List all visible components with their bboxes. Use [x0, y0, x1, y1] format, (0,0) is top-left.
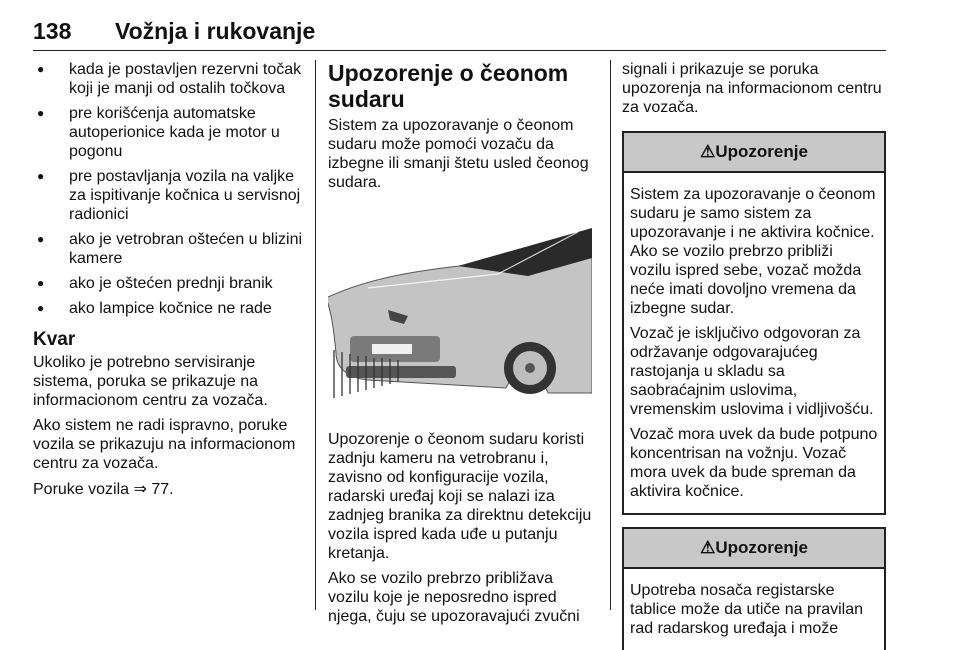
warning-paragraph: Sistem za upozoravanje o čeonom sudaru je samo sistem za upozoravanje i ne aktivira kočnice. Ako se vozilo prebrzo približi vozilu ispred sebe, vozač možda neće imati dovoljno vremena da izbegne sudar.: [630, 186, 876, 317]
column-right: [622, 60, 886, 650]
bullet-icon: ●: [37, 301, 45, 315]
section-heading-collision-warning: Upozorenje o čeonom sudaru: [328, 60, 569, 112]
section-heading-kvar: Kvar: [33, 329, 76, 350]
warning-paragraph: Vozač je isključivo odgovoran za održavanje odgovarajućeg rastojanja u skladu sa saobraćajnim uslovima, vremenskim uslovima i vidljivošću.: [630, 325, 874, 418]
warning-icon: ⚠: [700, 142, 716, 161]
column-middle: [328, 60, 598, 632]
column-left: [33, 60, 303, 505]
paragraph: Ako se vozilo prebrzo približava vozilu koje je neposredno ispred njega, čuju se upozoravajući zvučni: [328, 570, 580, 625]
warning-header: [624, 529, 884, 569]
column-divider: [610, 60, 611, 610]
column-divider: [315, 60, 316, 610]
reference-arrow-icon: ⇒: [133, 479, 147, 498]
warning-title: Upozorenje: [715, 142, 808, 161]
warning-title: Upozorenje: [715, 538, 808, 557]
warning-icon: ⚠: [700, 538, 716, 557]
list-item: ● pre postavljanja vozila na valjke za ispitivanje kočnica u servisnoj radionici: [33, 167, 303, 224]
paragraph: Ako sistem ne radi ispravno, poruke vozila se prikazuju na informacionom centru za vozača.: [33, 417, 296, 472]
list-item: ● kada je postavljen rezervni točak koji je manji od ostalih točkova: [33, 60, 303, 98]
list-item: ● ako je vetrobran oštećen u blizini kamere: [33, 230, 303, 268]
bullet-icon: ●: [37, 169, 45, 183]
page-title: Vožnja i rukovanje: [115, 18, 316, 44]
warning-header: [624, 133, 884, 173]
paragraph: signali i prikazuje se poruka upozorenja na informacionom centru za vozača.: [622, 61, 882, 116]
bullet-icon: ●: [37, 276, 45, 290]
warning-paragraph: Vozač mora uvek da bude potpuno koncentrisan na vožnju. Vozač mora uvek da bude spreman da aktivira kočnice.: [630, 426, 878, 500]
header-rule: [33, 50, 886, 51]
list-item: ● ako je oštećen prednji branik: [33, 274, 303, 293]
page-reference[interactable]: Poruke vozila ⇒ 77.: [33, 479, 174, 498]
car-illustration: [328, 228, 592, 404]
bullet-icon: ●: [37, 232, 45, 246]
paragraph: Upozorenje o čeonom sudaru koristi zadnju kameru na vetrobranu i, zavisno od konfiguracije vozila, radarski uređaj koji se nalazi iza zadnjeg branika za direktnu detekciju vozila ispred kada uđe u putanju kretanja.: [328, 431, 592, 562]
warning-box: [622, 527, 886, 650]
list-item: ● ako lampice kočnice ne rade: [33, 299, 303, 318]
bullet-icon: ●: [37, 106, 45, 120]
warning-box: [622, 131, 886, 515]
paragraph: Sistem za upozoravanje o čeonom sudaru može pomoći vozaču da izbegne ili smanji štetu usled čeonog sudara.: [328, 117, 589, 191]
paragraph: Ukoliko je potrebno servisiranje sistema, poruka se prikazuje na informacionom centru za vozača.: [33, 354, 268, 409]
page-number: 138: [33, 18, 72, 44]
warning-paragraph: Upotreba nosača registarske tablice može da utiče na pravilan rad radarskog uređaja i može: [630, 582, 864, 637]
list-item: ● pre korišćenja automatske autoperionice kada je motor u pogonu: [33, 104, 303, 161]
bullet-icon: ●: [37, 62, 45, 76]
page-header: [33, 18, 886, 52]
